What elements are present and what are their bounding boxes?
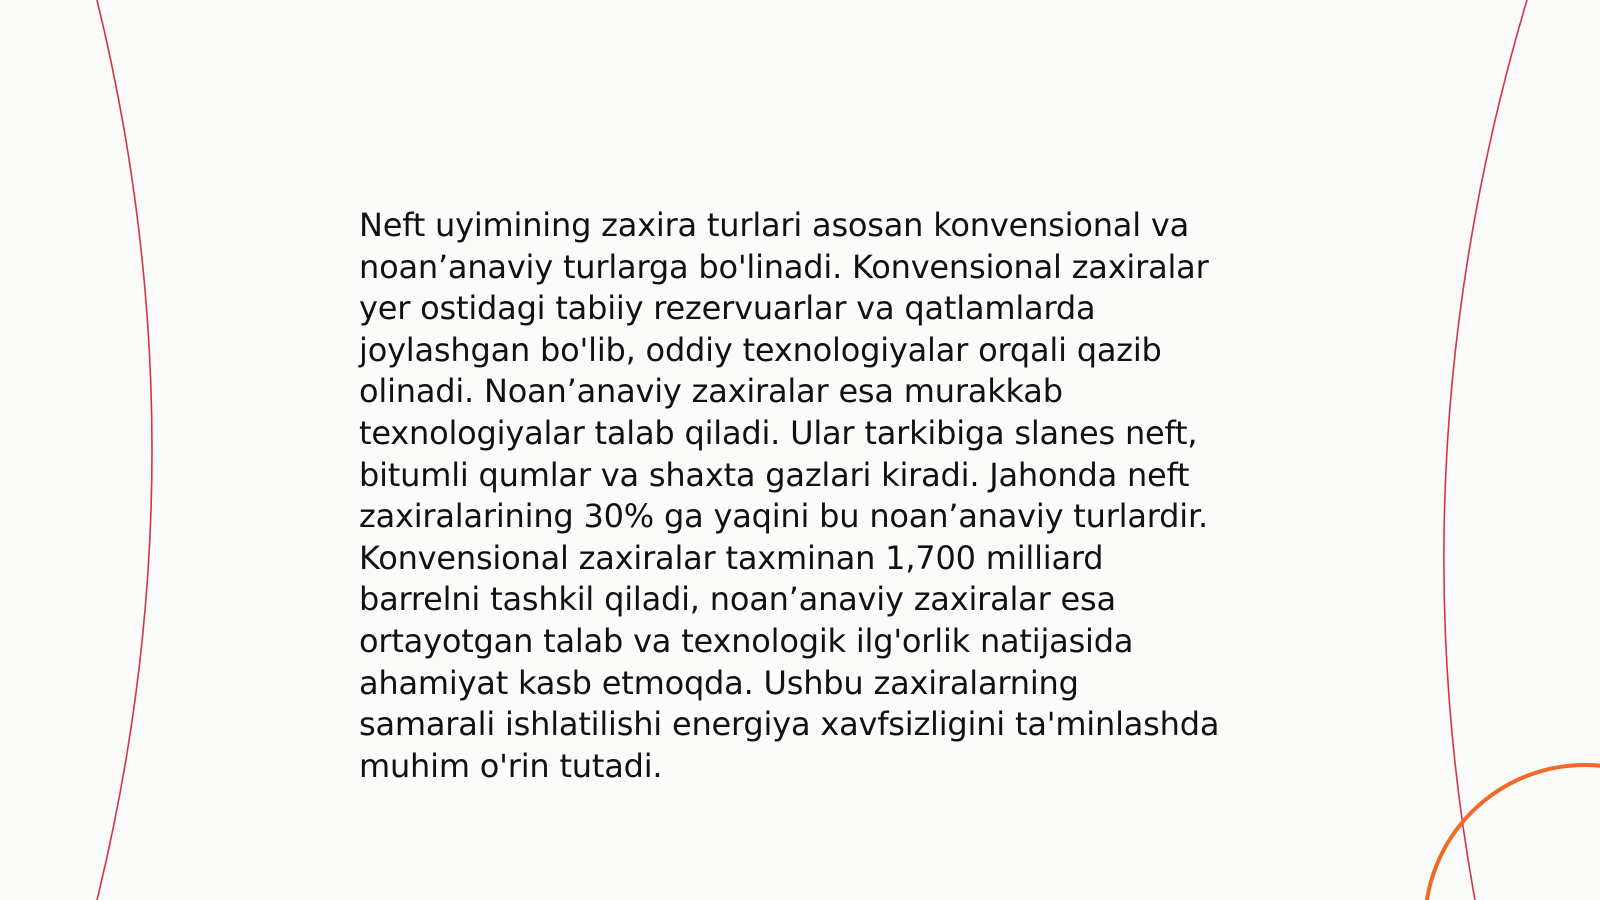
paragraph-line: yer ostidagi tabiiy rezervuarlar va qatlamlarda: [359, 289, 1096, 328]
paragraph-line: zaxiralarining 30% ga yaqini bu noan’anaviy turlardir.: [359, 497, 1208, 536]
paragraph-line: olinadi. Noan’anaviy zaxiralar esa murakkab: [359, 372, 1063, 411]
paragraph-line: noan’anaviy turlarga bo'linadi. Konvensional zaxiralar: [359, 247, 1209, 286]
paragraph-line: Neft uyimining zaxira turlari asosan konvensional va: [359, 206, 1190, 244]
left-curve-line: [97, 0, 152, 900]
paragraph-line: barrelni tashkil qiladi, noan’anaviy zaxiralar esa: [359, 580, 1116, 619]
paragraph-line: texnologiyalar talab qiladi. Ular tarkibiga slanes neft,: [359, 413, 1198, 452]
right-curve-line: [1444, 0, 1527, 900]
paragraph-line: samarali ishlatilishi energiya xavfsizligini ta'minlashda: [359, 705, 1220, 744]
paragraph-line: ahamiyat kasb etmoqda. Ushbu zaxiralarning: [359, 663, 1079, 702]
orange-circle-arc: [1425, 765, 1600, 900]
paragraph-line: bitumli qumlar va shaxta gazlari kiradi. Jahonda neft: [359, 455, 1190, 494]
paragraph-line: ortayotgan talab va texnologik ilg'orlik natijasida: [359, 621, 1134, 660]
paragraph-line: Konvensional zaxiralar taxminan 1,700 milliard: [359, 538, 1104, 577]
body-paragraph: [359, 205, 1259, 787]
paragraph-line: joylashgan bo'lib, oddiy texnologiyalar orqali qazib: [359, 330, 1162, 369]
paragraph-line: muhim o'rin tutadi.: [359, 746, 663, 785]
